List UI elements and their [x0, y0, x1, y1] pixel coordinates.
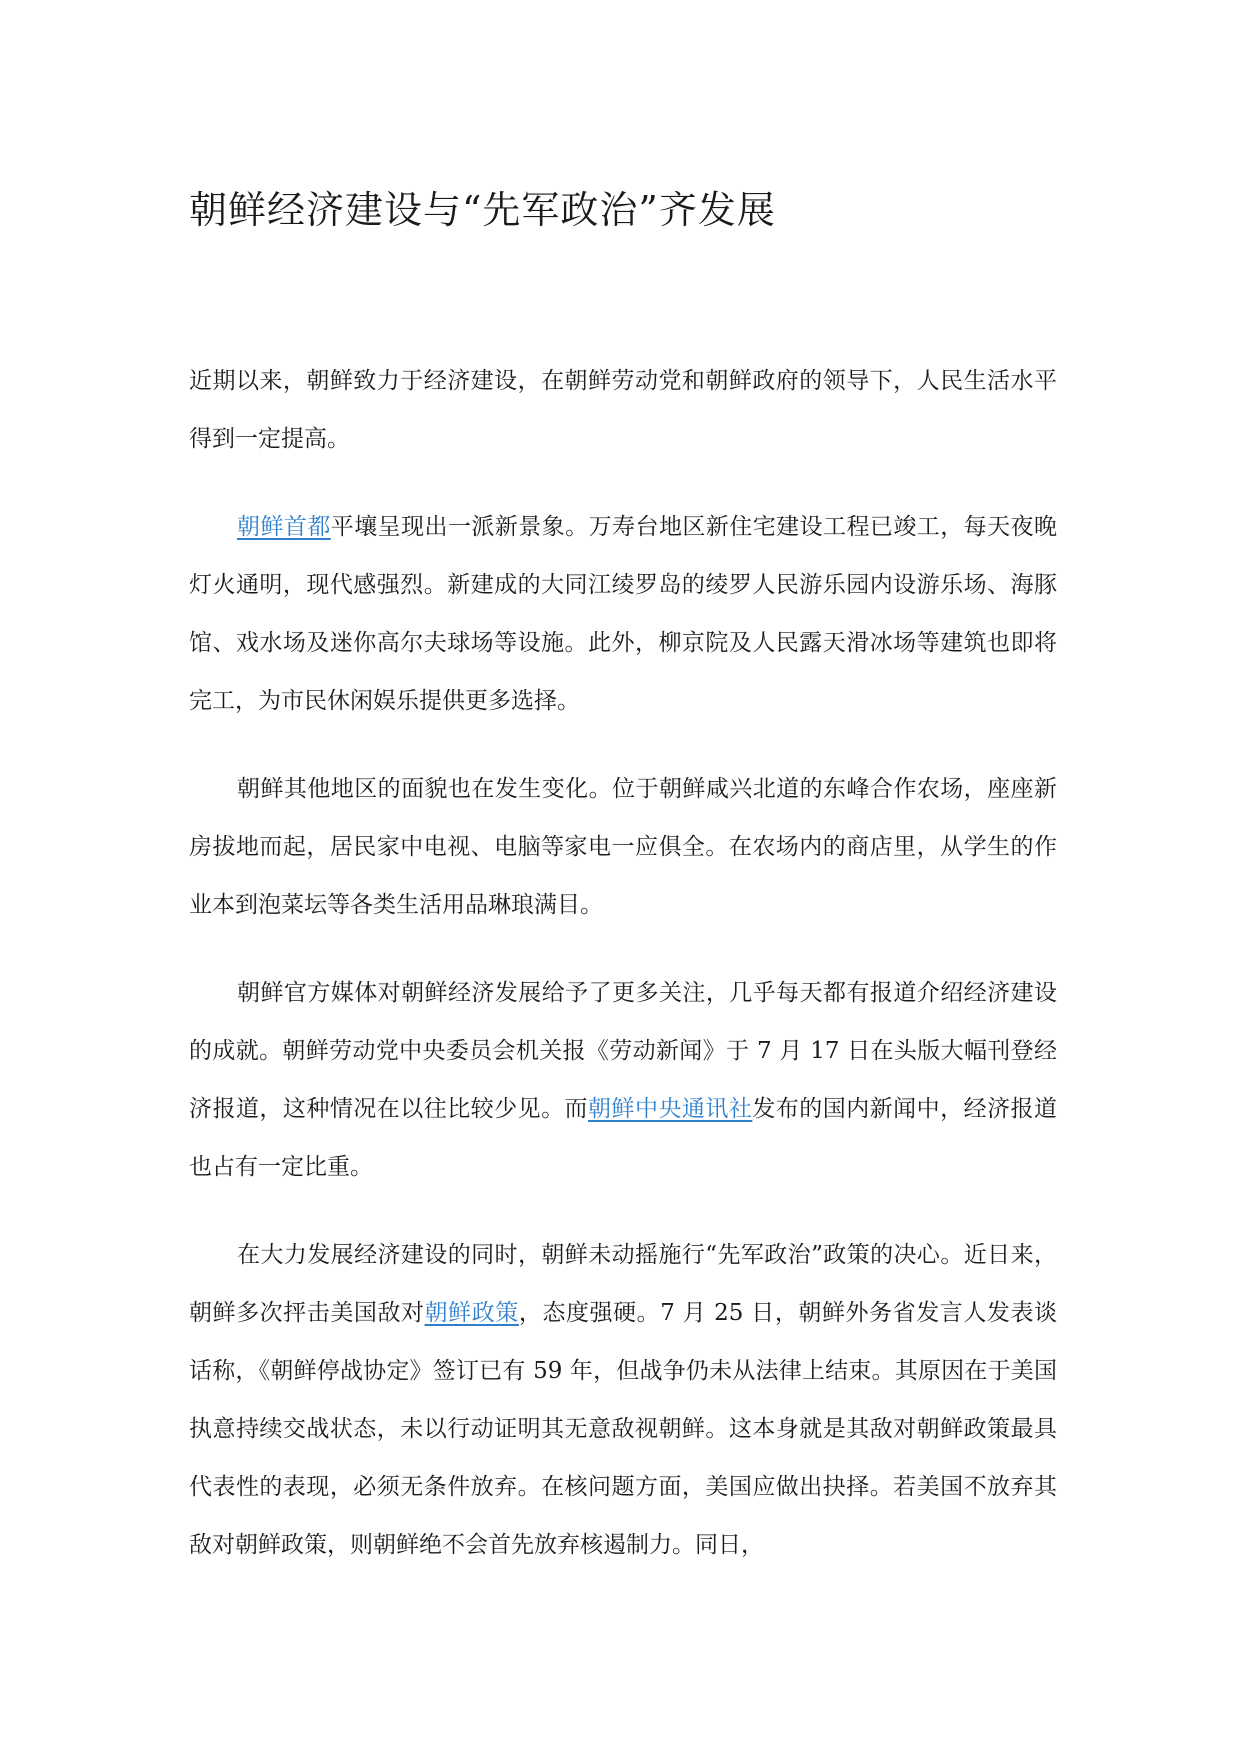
paragraph-text: ，态度强硬。7 月 25 日，朝鲜外务省发言人发表谈话称，《朝鲜停战协定》签订已有 59 年，但战争仍未从法律上结束。其原因在于美国执意持续交战状态，未以行动证明其无意敌视朝鲜。这本身就是其敌对朝鲜政策最具代表性的表现，必须无条件放弃。在核问题方面，美国应做出抉择。若美国不放弃其敌对朝鲜政策，则朝鲜绝不会首先放弃核遏制力。同日， [189, 1300, 1058, 1558]
paragraph-text: 平壤呈现出一派新景象。万寿台地区新住宅建设工程已竣工，每天夜晚灯火通明，现代感强烈。新建成的大同江绫罗岛的绫罗人民游乐园内设游乐场、海豚馆、戏水场及迷你高尔夫球场等设施。此外，柳京院及人民露天滑冰场等建筑也即将完工，为市民休闲娱乐提供更多选择。 [189, 514, 1058, 714]
paragraph-pyongyang [189, 498, 1057, 730]
paragraph-text: 发布的国内新闻中，经济报道也占有一定比重。 [189, 1096, 1058, 1180]
paragraph-text: 在大力发展经济建设的同时，朝鲜未动摇施行“先军政治”政策的决心。近日来，朝鲜多次抨击美国敌对 [189, 1242, 1057, 1326]
link-dprk-policy[interactable]: 朝鲜政策 [424, 1300, 519, 1326]
paragraph-text: 朝鲜官方媒体对朝鲜经济发展给予了更多关注，几乎每天都有报道介绍经济建设的成就。朝鲜劳动党中央委员会机关报《劳动新闻》于 7 月 17 日在头版大幅刊登经济报道，这种情况在以往比较少见。而 [189, 980, 1057, 1122]
paragraph-text: 朝鲜其他地区的面貌也在发生变化。位于朝鲜咸兴北道的东峰合作农场，座座新房拔地而起，居民家中电视、电脑等家电一应俱全。在农场内的商店里，从学生的作业本到泡菜坛等各类生活用品琳琅满目。 [189, 776, 1057, 918]
paragraph-other-regions [189, 760, 1057, 934]
document-title: 朝鲜经济建设与“先军政治”齐发展 [189, 188, 776, 232]
link-capital[interactable]: 朝鲜首都 [237, 514, 331, 540]
article-body [189, 352, 1057, 1604]
link-kcna[interactable]: 朝鲜中央通讯社 [588, 1096, 753, 1122]
paragraph-intro [189, 352, 1057, 468]
paragraph-text: 近期以来，朝鲜致力于经济建设，在朝鲜劳动党和朝鲜政府的领导下，人民生活水平得到一定提高。 [189, 368, 1057, 452]
paragraph-media [189, 964, 1057, 1196]
paragraph-songun [189, 1226, 1057, 1574]
